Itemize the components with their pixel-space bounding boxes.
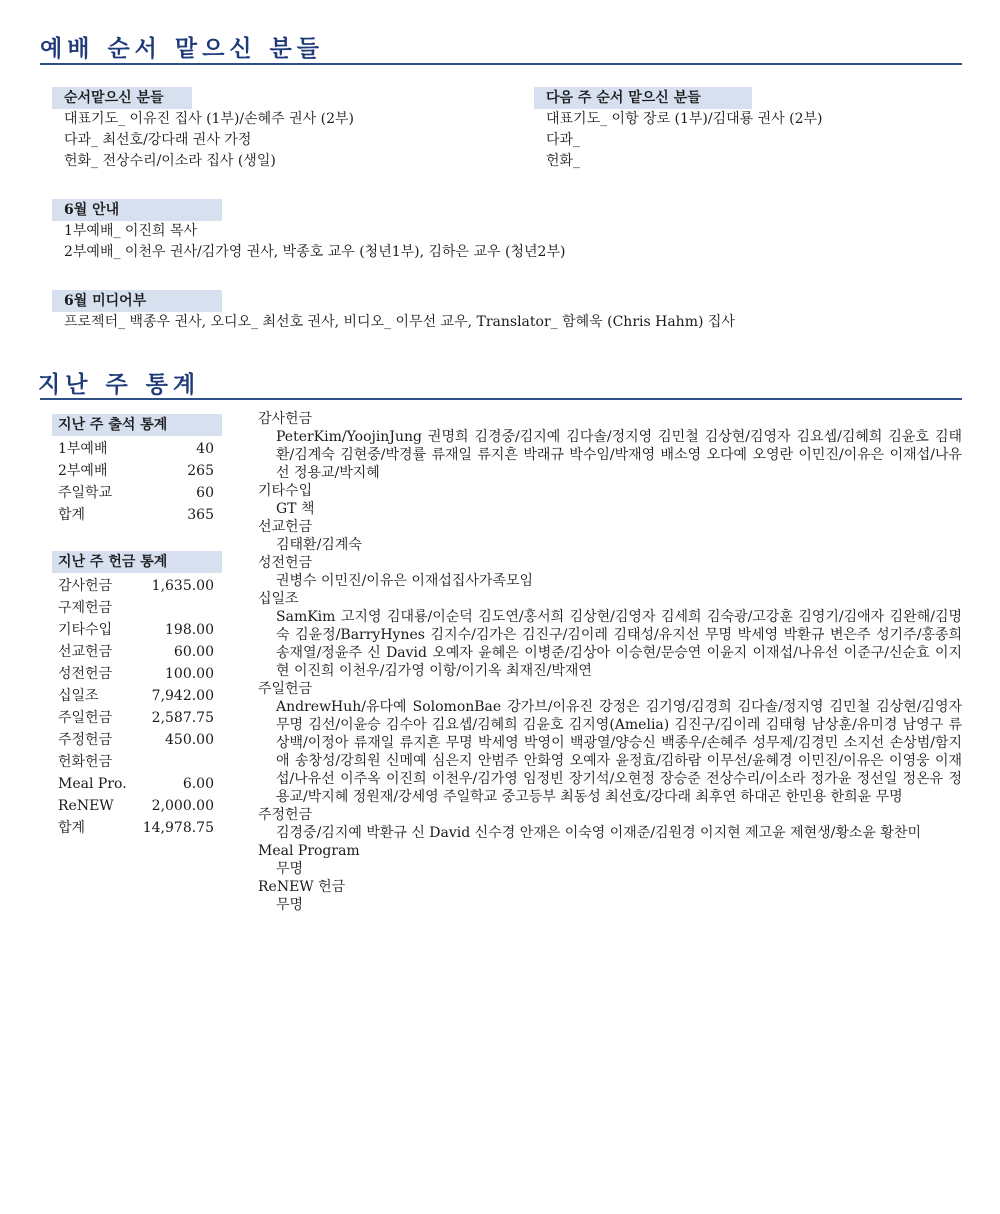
offering-stat-row [52,685,222,707]
offering-stat-name: 성전헌금 [58,666,113,682]
offering-category-names: 무명 [276,861,304,877]
attendance-stats-label: 지난 주 출석 통계 [52,414,222,436]
offering-stat-name: 주정헌금 [58,732,113,748]
offering-stat-value: 1,635.00 [151,578,214,594]
offering-category-title: 감사헌금 [258,411,313,427]
offering-stat-value: 60.00 [173,644,214,660]
attendance-row [52,438,222,460]
offering-category-names: GT 책 [276,501,315,517]
offering-category-title: 성전헌금 [258,555,313,571]
offering-stat-name: 헌화헌금 [58,754,113,770]
offering-stat-row [52,575,222,597]
attendance-row-name: 2부예배 [58,463,108,479]
offering-stat-row [52,619,222,641]
offering-stat-value: 100.00 [165,666,214,682]
offering-stat-value: 450.00 [165,732,214,748]
next-roles-line: 헌화_ [546,153,581,169]
offering-stat-row [52,707,222,729]
offering-category-title: 십일조 [258,591,299,607]
current-roles-line: 헌화_ 전상수리/이소라 집사 (생일) [64,153,276,169]
section-divider [40,63,962,65]
offering-category-title: 주일헌금 [258,681,313,697]
june-notice-label: 6월 안내 [52,199,222,221]
attendance-row-value: 40 [196,441,214,457]
attendance-row-name: 주일학교 [58,485,113,501]
next-roles-line: 대표기도_ 이항 장로 (1부)/김대룡 권사 (2부) [546,111,823,127]
june-notice-line: 2부예배_ 이천우 권사/김가영 권사, 박종호 교우 (청년1부), 김하은 교우 (청년2부) [64,244,566,260]
june-media-block [52,290,952,333]
offering-stat-row [52,641,222,663]
attendance-row-value: 265 [187,463,214,479]
offering-stat-name: 합계 [58,820,86,836]
attendance-row-name: 합계 [58,507,86,523]
offering-category-title: 선교헌금 [258,519,313,535]
offering-stat-name: ReNEW [58,798,114,814]
offering-stat-value: 198.00 [165,622,214,638]
june-media-line: 프로젝터_ 백종우 권사, 오디오_ 최선호 권사, 비디오_ 이무선 교우, Translator_ 함혜욱 (Chris Hahm) 집사 [64,314,735,330]
offering-stat-value: 14,978.75 [142,820,214,836]
offering-stat-value: 2,587.75 [151,710,214,726]
offering-category-title: ReNEW 헌금 [258,879,346,895]
offering-stats-label: 지난 주 헌금 통계 [52,551,222,573]
offering-stat-name: Meal Pro. [58,776,127,792]
offering-stat-name: 감사헌금 [58,578,113,594]
offering-stat-name: 구제헌금 [58,600,113,616]
offering-stats [52,551,222,839]
offering-stat-name: 주일헌금 [58,710,113,726]
offering-stat-row [52,817,222,839]
next-roles-line: 다과_ [546,132,581,148]
current-roles-label: 순서맡으신 분들 [52,87,192,109]
offering-donor-list [258,410,962,914]
offering-stat-row [52,663,222,685]
attendance-row-value: 365 [187,507,214,523]
offering-stat-name: 십일조 [58,688,99,704]
offering-stat-row [52,729,222,751]
offering-category-names: SamKim 고지영 김대룡/이순덕 김도연/홍서희 김상현/김영자 김세희 김숙광/고강훈 김영기/김애자 김완해/김명숙 김윤정/BarryHynes 김지수/김가은 김진구/김이레 김태성/유지선 무명 박세영 박환규 변은주 성기주/홍종희 송재열/정윤주 신 David 오예자 윤혜은 이병준/김상아 이승현/문승연 이윤지 이재섭/나유선 이준구/신순효 이지현 이진희 이천우/김가영 이항/이기옥 최재진/박재연 [276,609,962,679]
section-title-last-week-stats: 지난 주 통계 [38,371,201,398]
offering-category-title: 주정헌금 [258,807,313,823]
attendance-row [52,460,222,482]
june-media-label: 6월 미디어부 [52,290,222,312]
next-roles-label: 다음 주 순서 맡으신 분들 [534,87,752,109]
offering-stat-value: 6.00 [182,776,214,792]
offering-stat-row [52,773,222,795]
section-divider [40,398,962,400]
offering-stat-value: 7,942.00 [151,688,214,704]
offering-category-title: Meal Program [258,843,360,859]
section-title-worship-roles: 예배 순서 맡으신 분들 [40,35,324,62]
offering-category-title: 기타수입 [258,483,313,499]
offering-stat-row [52,751,222,773]
june-notice-line: 1부예배_ 이진희 목사 [64,223,197,239]
attendance-row-name: 1부예배 [58,441,108,457]
attendance-row [52,504,222,526]
offering-stat-row [52,597,222,619]
next-roles-block [534,87,964,172]
offering-category-names: 권병수 이민진/이유은 이재섭집사가족모임 [276,573,534,589]
offering-category-names: AndrewHuh/유다예 SolomonBae 강가브/이유진 강정은 김기영/김경희 김다솔/정지영 김민철 김상현/김영자 무명 김선/이윤승 김수아 김요셉/김혜희 김윤호 김지영(Amelia) 김진구/김이레 김태형 남상훈/유미경 남영구 류상백/이정아 류재일 류지흔 무명 박세영 박영이 백광열/양승신 백종우/손혜주 성무제/김경민 소지선 손상범/함지애 송창성/강희원 신메예 심은지 안범주 안화영 오예자 윤정효/김하람 이무선/윤혜경 이민진/이유은 이영웅 이재섭/나유선 이주옥 이진희 이천우/김가영 임정빈 장기석/오현정 장승준 전상수리/이소라 정가윤 정선일 정온유 정용교/박지혜 정원재/강세영 주일학교 중고등부 최동성 최선호/강다래 최후연 하대곤 한민용 한희윤 무명 [276,699,962,805]
offering-category-names: 무명 [276,897,304,913]
offering-stat-name: 기타수입 [58,622,113,638]
attendance-row-value: 60 [196,485,214,501]
june-notice-block [52,199,952,263]
offering-stat-row [52,795,222,817]
current-roles-line: 대표기도_ 이유진 집사 (1부)/손혜주 권사 (2부) [64,111,355,127]
attendance-row [52,482,222,504]
offering-category-names: 김태환/김계숙 [276,537,362,553]
offering-stat-name: 선교헌금 [58,644,113,660]
offering-category-names: PeterKim/YoojinJung 권명희 김경중/김지예 김다솔/정지영 김민철 김상현/김영자 김요셉/김혜희 김윤호 김태환/김계숙 김현중/박경률 류재일 류지흔 박래규 박수임/박재영 배소영 오다예 오영란 이민진/이유은 이재섭/나유선 정용교/박지혜 [276,429,962,481]
current-roles-line: 다과_ 최선호/강다래 권사 가정 [64,132,252,148]
offering-stat-value: 2,000.00 [151,798,214,814]
offering-category-names: 김경중/김지예 박환규 신 David 신수경 안재은 이숙영 이재준/김원경 이지현 제고윤 제현생/황소윤 황찬미 [276,825,921,841]
attendance-stats [52,414,222,526]
current-roles-block [52,87,522,172]
